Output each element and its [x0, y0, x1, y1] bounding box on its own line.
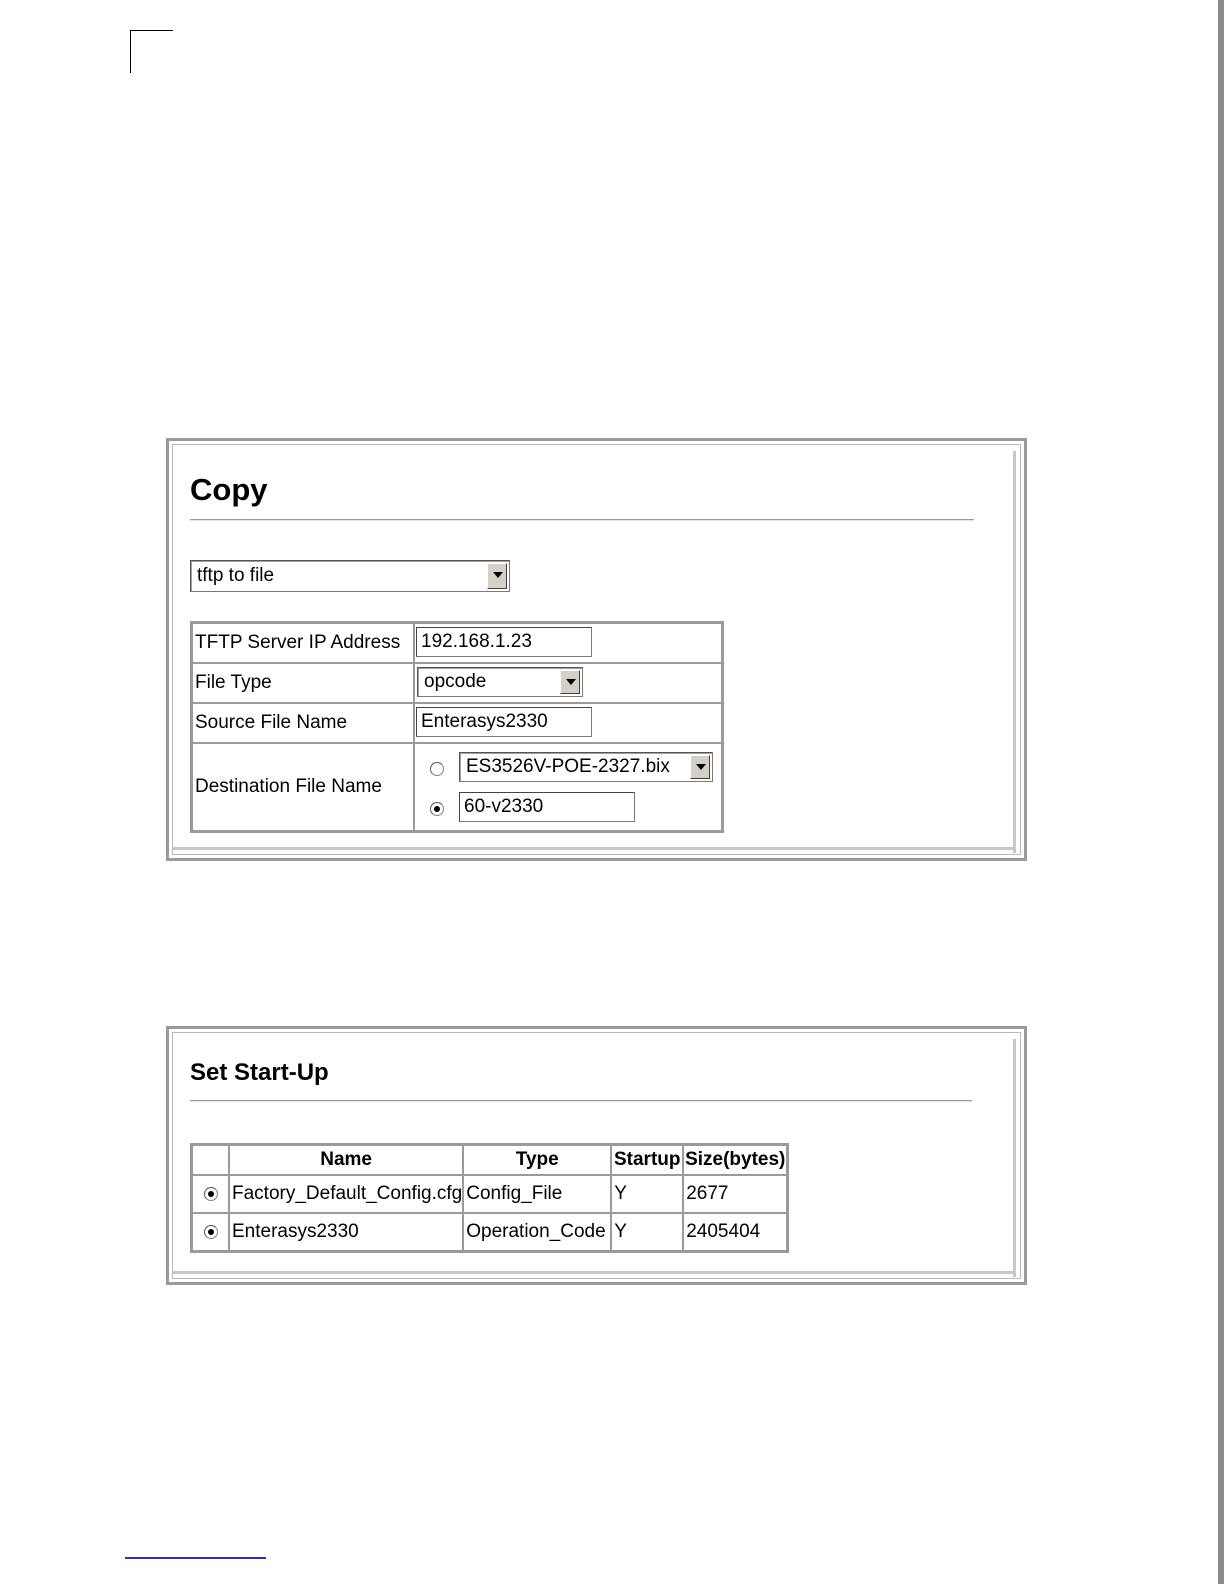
file-type-cell	[414, 663, 722, 703]
file-name-cell: Enterasys2330	[229, 1213, 463, 1251]
chevron-down-icon[interactable]	[560, 670, 580, 694]
startup-select-radio[interactable]	[204, 1187, 218, 1201]
radio-cell	[192, 1213, 229, 1251]
frame-shadow-bottom	[173, 847, 1016, 850]
source-file-input[interactable]: Enterasys2330	[416, 707, 592, 737]
frame-shadow-bottom	[173, 1271, 1016, 1274]
startup-panel	[166, 1026, 1027, 1285]
page-title: Copy	[190, 472, 268, 507]
crop-mark	[130, 30, 173, 73]
destination-new-radio[interactable]	[430, 802, 444, 816]
footer-rule	[125, 1557, 266, 1559]
copy-settings-table	[190, 621, 724, 833]
title-divider	[190, 519, 974, 521]
source-file-cell	[414, 703, 722, 743]
page-edge-bar	[1218, 0, 1224, 1584]
type-column-header: Type	[463, 1145, 611, 1175]
size-column-header: Size(bytes)	[683, 1145, 787, 1175]
source-file-label: Source File Name	[192, 703, 414, 743]
name-column-header: Name	[229, 1145, 463, 1175]
startup-flag-cell: Y	[611, 1175, 683, 1213]
file-name-cell: Factory_Default_Config.cfg	[229, 1175, 463, 1213]
destination-existing-select[interactable]: ES3526V-POE-2327.bix	[459, 752, 713, 782]
table-row	[192, 743, 722, 831]
startup-files-table	[190, 1143, 789, 1253]
file-size-cell: 2677	[683, 1175, 787, 1213]
copy-mode-select[interactable]	[190, 560, 510, 592]
section-title: Set Start-Up	[190, 1059, 329, 1086]
table-row	[192, 1175, 787, 1213]
file-type-select[interactable]: opcode	[417, 667, 583, 697]
title-divider	[190, 1100, 972, 1102]
file-size-cell: 2405404	[683, 1213, 787, 1251]
startup-flag-cell: Y	[611, 1213, 683, 1251]
table-row	[192, 1213, 787, 1251]
select-column-header	[192, 1145, 229, 1175]
startup-column-header: Startup	[611, 1145, 683, 1175]
radio-cell	[192, 1175, 229, 1213]
frame-shadow-right	[1013, 1039, 1016, 1277]
copy-mode-value: tftp to file	[197, 565, 275, 586]
destination-file-cell	[414, 743, 722, 831]
table-row	[192, 703, 722, 743]
tftp-server-ip-input[interactable]: 192.168.1.23	[416, 627, 592, 657]
table-row	[192, 623, 722, 663]
frame-shadow-right	[1013, 451, 1016, 853]
destination-existing-radio[interactable]	[430, 762, 444, 776]
table-row	[192, 663, 722, 703]
file-type-label: File Type	[192, 663, 414, 703]
destination-new-input[interactable]: 60-v2330	[459, 792, 635, 822]
chevron-down-icon[interactable]	[690, 755, 710, 779]
chevron-down-icon[interactable]	[487, 563, 507, 589]
file-type-cell: Config_File	[463, 1175, 611, 1213]
tftp-server-cell	[414, 623, 722, 663]
tftp-server-label: TFTP Server IP Address	[192, 623, 414, 663]
file-type-cell: Operation_Code	[463, 1213, 611, 1251]
table-header-row	[192, 1145, 787, 1175]
copy-panel	[166, 438, 1027, 861]
destination-file-label: Destination File Name	[192, 743, 414, 831]
startup-select-radio[interactable]	[204, 1225, 218, 1239]
